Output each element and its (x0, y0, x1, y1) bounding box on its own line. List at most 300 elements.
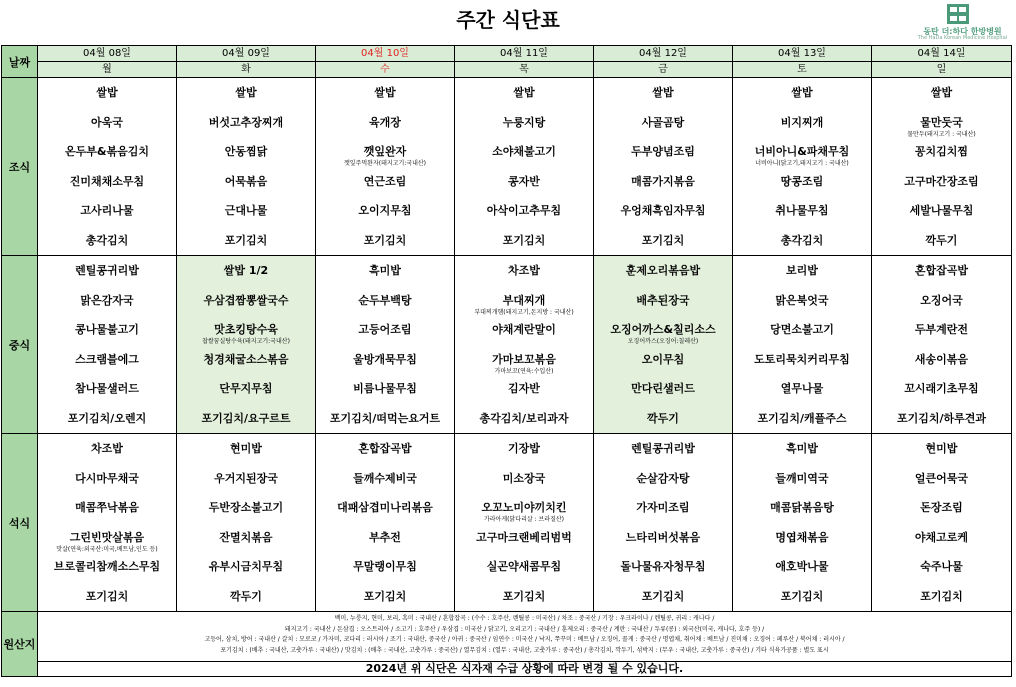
dinner-row (2, 434, 1012, 612)
menu-item (594, 78, 732, 108)
menu-item (455, 167, 593, 197)
menu-item (733, 374, 871, 404)
menu-item (872, 256, 1011, 286)
menu-item-name: 취나물무침 (775, 204, 829, 217)
menu-item (316, 523, 454, 553)
menu-item-name: 혼합잡곡밥 (914, 264, 969, 277)
menu-item (38, 464, 176, 494)
origin-label: 원산지 (2, 612, 38, 677)
menu-item-name: 우삼겹짬뽕쌀국수 (203, 293, 289, 307)
menu-item-name: 오징어까스&칠리소스 (610, 323, 716, 336)
menu-item (872, 108, 1011, 138)
logo-name: 동탄 더:하다 한방병원 (923, 27, 1002, 36)
menu-item (733, 137, 871, 167)
menu-item-name: 아욱국 (91, 115, 123, 129)
menu-item (455, 108, 593, 138)
menu-item-name: 포기김치 (780, 589, 824, 603)
breakfast-label: 조식 (2, 78, 38, 256)
menu-item-origin-note: 너비아니(닭고기,돼지고기 : 국내산) (755, 160, 849, 167)
lunch-menu-cell (38, 256, 177, 434)
menu-item-name: 고사리나물 (80, 204, 134, 217)
origin-line: 포기김치 : (배추 : 국내산, 고춧가루 : 국내산) / 맛김치 : (배추 : 국내산, 고춧가루 : 중국산) / 열무김치 : (열무 : 국내산, 고춧가루 : 중국산) / 총각김치, 깍두기, 섞박지 : (무우 : 국내산, 고춧가루 : 중국산) / 기타 식육가공품 : 별도 표시 (220, 646, 829, 654)
menu-item-name: 포기김치/오렌지 (67, 411, 147, 425)
menu-item-name: 미소장국 (502, 471, 546, 485)
menu-item (177, 374, 315, 404)
menu-item-name: 울방개묵무침 (353, 352, 417, 366)
menu-item (594, 315, 732, 345)
menu-item-name: 총각김치 (780, 233, 824, 247)
menu-item (872, 226, 1011, 256)
menu-item-name: 포기김치 (502, 233, 546, 247)
menu-item (733, 286, 871, 316)
lunch-menu-cell (594, 256, 733, 434)
menu-item-origin-note: 가마보꼬(연육:수입산) (494, 367, 554, 375)
menu-item-name: 쌀밥 (513, 86, 535, 99)
menu-item-name: 숙주나물 (920, 560, 963, 573)
menu-item-name: 오이지무침 (358, 204, 412, 217)
menu-item-origin-note: 물만두(돼지고기 : 국내산) (907, 130, 976, 138)
menu-item-name: 부대찌개 (502, 293, 546, 307)
menu-item (733, 404, 871, 434)
menu-item-name: 연근조림 (363, 174, 407, 188)
menu-item-name: 순두부백탕 (358, 293, 412, 307)
menu-item-name: 렌틸콩귀리밥 (631, 442, 695, 455)
menu-item-name: 렌틸콩귀리밥 (75, 264, 139, 277)
menu-item-name: 포기김치/하루견과 (896, 411, 987, 425)
menu-item (872, 78, 1011, 108)
lunch-menu-cell (872, 256, 1012, 434)
date-cell: 04월 14일 (872, 46, 1012, 62)
menu-item-name: 명엽채볶음 (775, 530, 829, 544)
origin-line: 돼지고기 : 국내산 / 돈삼겹 : 오스트리아 / 소고기 : 호주산 / 우삼겹 : 미국산 / 닭고기, 오리고기 : 국내산 / 훈제오리 : 중국산 / 계란 : 국내산 / 두류(콩) : 외국산(미국, 캐나다, 호주 등) / (284, 625, 765, 633)
menu-item (316, 374, 454, 404)
menu-item (455, 552, 593, 582)
menu-item-name: 고구마크랜베리범벅 (476, 530, 572, 544)
menu-item-origin-note: 찹쌀꿈실탕수육(돼지고기:국내산) (202, 338, 290, 345)
menu-item (733, 78, 871, 108)
menu-item (316, 315, 454, 345)
weekday-row (2, 62, 1012, 78)
weekday-cell: 일 (872, 62, 1012, 78)
menu-item (733, 315, 871, 345)
menu-item-name: 근대나물 (224, 204, 268, 217)
weekday-cell: 금 (594, 62, 733, 78)
menu-item (733, 256, 871, 286)
menu-item-name: 열무나물 (780, 382, 824, 395)
menu-item-origin-note: 맛살(연육:외국산:미국,베트남,인도 등) (56, 545, 158, 553)
menu-item-name: 배추된장국 (636, 293, 690, 307)
menu-item (594, 256, 732, 286)
menu-item (733, 523, 871, 553)
menu-item-name: 야채계란말이 (492, 323, 556, 336)
menu-item (455, 315, 593, 345)
menu-item-name: 쌀밥 (96, 86, 118, 99)
menu-item-name: 돈장조림 (920, 501, 963, 514)
menu-item-name: 우엉채흑임자무침 (620, 204, 706, 217)
menu-item-name: 두부양념조림 (631, 145, 695, 158)
menu-item-name: 현미밥 (925, 442, 958, 455)
lunch-menu-cell (177, 256, 316, 434)
menu-item (872, 345, 1011, 375)
menu-item-name: 쌀밥 (374, 86, 396, 99)
menu-item (455, 286, 593, 316)
menu-item (455, 78, 593, 108)
menu-item (177, 523, 315, 553)
menu-item-name: 포기김치 (641, 589, 685, 603)
menu-item-name: 애호박나물 (775, 560, 829, 573)
menu-item (38, 226, 176, 256)
menu-item (455, 256, 593, 286)
menu-item (177, 256, 315, 286)
menu-item (872, 493, 1011, 523)
breakfast-row (2, 78, 1012, 256)
menu-item (38, 345, 176, 375)
menu-item-name: 야채고로케 (914, 530, 969, 544)
menu-item-origin-note: 오징어까스(오징어:칠레산) (627, 338, 699, 345)
menu-item (594, 286, 732, 316)
menu-item-name: 얼큰어묵국 (914, 471, 969, 485)
origin-row (2, 612, 1012, 662)
menu-item-name: 혼합잡곡밥 (358, 442, 412, 455)
menu-item-name: 쌀밥 (235, 86, 257, 99)
menu-item (38, 167, 176, 197)
menu-item-name: 육개장 (369, 115, 401, 129)
menu-item (316, 582, 454, 612)
menu-item (872, 137, 1011, 167)
menu-item-name: 포기김치 (363, 589, 407, 603)
logo-subtitle: The HaDa Korean Medicine Hospital (917, 35, 1008, 41)
menu-item (733, 552, 871, 582)
menu-item-name: 아삭이고추무침 (486, 204, 562, 217)
menu-item (316, 493, 454, 523)
menu-item-name: 순살감자탕 (636, 471, 690, 485)
menu-item (594, 167, 732, 197)
menu-item (38, 493, 176, 523)
menu-item (594, 582, 732, 612)
menu-item-name: 포기김치 (502, 589, 546, 603)
menu-item (177, 493, 315, 523)
menu-item (594, 196, 732, 226)
menu-item-name: 물만둣국 (920, 115, 963, 129)
breakfast-menu-cell (455, 78, 594, 256)
menu-item-name: 소야채불고기 (492, 145, 556, 158)
menu-item (733, 345, 871, 375)
menu-item (594, 464, 732, 494)
menu-item-name: 그린빈맛살볶음 (69, 530, 145, 544)
menu-item (38, 108, 176, 138)
menu-item (733, 167, 871, 197)
menu-item (316, 256, 454, 286)
dinner-menu-cell (38, 434, 177, 612)
menu-item (316, 137, 454, 167)
menu-item-name: 포기김치 (85, 589, 129, 603)
menu-item-name: 온두부&볶음김치 (65, 145, 149, 158)
menu-item-name: 쌀밥 (930, 86, 953, 99)
menu-item (38, 582, 176, 612)
dinner-menu-cell (455, 434, 594, 612)
menu-item (177, 552, 315, 582)
menu-item (872, 315, 1011, 345)
menu-item (177, 108, 315, 138)
menu-item (177, 196, 315, 226)
menu-item (872, 286, 1011, 316)
menu-item (872, 523, 1011, 553)
menu-item (177, 78, 315, 108)
menu-item-name: 들깨수제비국 (353, 471, 417, 485)
menu-item (733, 464, 871, 494)
menu-item (316, 464, 454, 494)
menu-item-name: 사골곰탕 (641, 115, 685, 129)
menu-item (316, 434, 454, 464)
menu-item (594, 434, 732, 464)
menu-item (594, 404, 732, 434)
menu-item (316, 404, 454, 434)
menu-item-name: 깍두기 (925, 233, 958, 247)
menu-item (872, 167, 1011, 197)
weekly-menu-table (1, 45, 1012, 677)
menu-item (455, 137, 593, 167)
menu-item (38, 315, 176, 345)
menu-item (594, 345, 732, 375)
menu-item-name: 깍두기 (647, 411, 679, 425)
breakfast-menu-cell (594, 78, 733, 256)
menu-item (316, 108, 454, 138)
menu-item-name: 오꼬노미야끼치킨 (481, 501, 567, 514)
menu-item-name: 느타리버섯볶음 (625, 530, 701, 544)
origin-line: 고등어, 삼치, 방어 : 국내산 / 갈치 : 모로코 / 가자미, 코다리 : 러시아 / 조기 : 국내산, 중국산 / 아귀 : 중국산 / 임연수 : 미국산 / 낙지, 쭈꾸미 : 베트남 / 오징어, 꼴게 : 중국산 / 명엽채, 취어채 : 베트남 / 진미채 : 오징어 : 페루산 / 북어채 : 러시아 / (204, 636, 845, 643)
menu-item (455, 374, 593, 404)
menu-item (455, 464, 593, 494)
menu-item-name: 돌나물유자청무침 (620, 560, 706, 573)
breakfast-menu-cell (316, 78, 455, 256)
date-row (2, 46, 1012, 62)
menu-item-name: 차조밥 (91, 442, 123, 455)
menu-item (316, 196, 454, 226)
menu-item-name: 잔멸치볶음 (219, 530, 273, 544)
menu-item-name: 스크램블에그 (75, 352, 139, 366)
menu-item (594, 374, 732, 404)
menu-item (455, 434, 593, 464)
dinner-menu-cell (316, 434, 455, 612)
menu-item-name: 기장밥 (508, 442, 540, 455)
menu-item (38, 137, 176, 167)
menu-item-name: 가마보꼬볶음 (492, 352, 556, 366)
menu-item (38, 434, 176, 464)
origin-line: 백미, 누룽지, 현미, 보리, 흑미 : 국내산 / 혼합잡곡 : (수수 : 호주산, 렌틸콩 : 미국산) / 차조 : 중국산 / 기장 : 우크라이나 / 렌틸콩, 귀리 : 캐나다 / (334, 615, 715, 622)
menu-item (455, 196, 593, 226)
menu-item-name: 누룽지탕 (502, 115, 546, 129)
menu-item (872, 374, 1011, 404)
menu-item-name: 깍두기 (230, 589, 262, 603)
notice-row (2, 662, 1012, 677)
menu-item (316, 226, 454, 256)
menu-item-name: 쌀밥 1/2 (223, 264, 269, 277)
menu-item (177, 464, 315, 494)
menu-item-name: 매콤쭈낙볶음 (75, 501, 139, 514)
menu-item-origin-note: 부대찌개햄(돼지고기,돈지방 : 국내산) (474, 308, 574, 316)
menu-item-name: 우거지된장국 (214, 471, 278, 485)
menu-item-name: 청경채굴소스볶음 (203, 352, 289, 366)
menu-item (38, 404, 176, 434)
menu-item-name: 무말랭이무침 (353, 560, 417, 573)
menu-item (594, 137, 732, 167)
menu-item-name: 두부계란전 (914, 323, 969, 336)
menu-item (316, 286, 454, 316)
menu-item-name: 진미채채소무침 (69, 174, 145, 188)
menu-item (316, 345, 454, 375)
weekday-cell: 목 (455, 62, 594, 78)
menu-item (177, 404, 315, 434)
menu-item (316, 78, 454, 108)
menu-item-origin-note: 깻잎주먹완자(돼지고기:국내산) (343, 160, 427, 167)
menu-item-name: 고구마간장조림 (904, 174, 979, 188)
menu-item-name: 당면소불고기 (770, 323, 834, 336)
menu-item-name: 도토리묵치커리무침 (754, 352, 850, 366)
menu-item (177, 315, 315, 345)
menu-item (455, 345, 593, 375)
hospital-logo-icon (947, 4, 969, 24)
menu-item (455, 404, 593, 434)
menu-item (455, 226, 593, 256)
menu-item-name: 꽁치김치찜 (914, 145, 969, 158)
menu-item-name: 훈제오리볶음밥 (625, 264, 701, 277)
menu-item-name: 깻잎완자 (363, 145, 407, 158)
menu-item (733, 434, 871, 464)
menu-item (594, 108, 732, 138)
menu-item (455, 523, 593, 553)
menu-item-name: 매콤가지볶음 (631, 174, 695, 188)
menu-item-name: 고등어조림 (358, 323, 412, 336)
menu-item-name: 새송이볶음 (914, 352, 969, 366)
menu-item (177, 167, 315, 197)
menu-item-name: 흑미밥 (369, 264, 401, 277)
dinner-menu-cell (177, 434, 316, 612)
menu-item (38, 196, 176, 226)
hospital-logo (915, 4, 1010, 40)
menu-item-name: 비름나물무침 (353, 382, 417, 395)
breakfast-menu-cell (38, 78, 177, 256)
weekday-cell: 월 (38, 62, 177, 78)
dinner-label: 석식 (2, 434, 38, 612)
menu-item (177, 434, 315, 464)
menu-item-name: 참나물샐러드 (75, 382, 139, 395)
menu-item-name: 들깨미역국 (775, 471, 829, 485)
menu-item (733, 108, 871, 138)
menu-item-name: 부추전 (369, 530, 401, 544)
menu-item (455, 493, 593, 523)
lunch-menu-cell (316, 256, 455, 434)
menu-item (316, 552, 454, 582)
page-title: 주간 식단표 (456, 8, 560, 32)
menu-item-name: 콩자반 (508, 174, 540, 188)
menu-item (733, 226, 871, 256)
menu-item (872, 404, 1011, 434)
menu-item-name: 땅콩조림 (780, 174, 824, 188)
menu-item-name: 포기김치/떠먹는요거트 (329, 411, 441, 425)
menu-item (177, 582, 315, 612)
menu-item (177, 137, 315, 167)
menu-item (594, 226, 732, 256)
lunch-menu-cell (455, 256, 594, 434)
weekday-cell: 화 (177, 62, 316, 78)
breakfast-menu-cell (733, 78, 872, 256)
menu-item-name: 콩나물불고기 (75, 323, 139, 336)
menu-item (38, 374, 176, 404)
origin-info (38, 612, 1012, 662)
menu-item-name: 쌀밥 (652, 86, 674, 99)
menu-item (594, 523, 732, 553)
dinner-menu-cell (872, 434, 1012, 612)
menu-item-name: 현미밥 (230, 442, 262, 455)
menu-item-name: 맑은북엇국 (775, 293, 829, 307)
menu-item-name: 버섯고추장찌개 (208, 115, 284, 129)
menu-item-name: 오이무침 (641, 352, 685, 366)
menu-item-name: 맑은감자국 (80, 293, 134, 307)
menu-item-name: 포기김치 (363, 233, 407, 247)
menu-item-name: 유부시금치무침 (208, 560, 284, 573)
menu-item (38, 78, 176, 108)
dinner-menu-cell (733, 434, 872, 612)
date-cell: 04월 08일 (38, 46, 177, 62)
menu-item-name: 포기김치/요구르트 (201, 411, 291, 425)
menu-item-name: 포기김치 (920, 589, 963, 603)
menu-item-name: 어묵볶음 (224, 174, 268, 188)
menu-item (872, 196, 1011, 226)
menu-item (733, 493, 871, 523)
menu-item-name: 총각김치/보리과자 (479, 411, 569, 425)
menu-item-name: 보리밥 (786, 264, 818, 277)
menu-item (733, 582, 871, 612)
menu-item-name: 대패삼겹미나리볶음 (337, 501, 433, 514)
menu-item (872, 434, 1011, 464)
dinner-menu-cell (594, 434, 733, 612)
menu-item (177, 286, 315, 316)
menu-item-name: 안동찜닭 (224, 145, 268, 158)
menu-item-name: 포기김치 (224, 233, 268, 247)
menu-item-name: 다시마무채국 (75, 471, 139, 485)
date-cell: 04월 11일 (455, 46, 594, 62)
menu-item (177, 345, 315, 375)
menu-item-name: 흑미밥 (786, 442, 818, 455)
menu-item (177, 226, 315, 256)
menu-item (455, 582, 593, 612)
breakfast-menu-cell (177, 78, 316, 256)
breakfast-menu-cell (872, 78, 1012, 256)
weekday-cell: 토 (733, 62, 872, 78)
menu-item-name: 맛초킹탕수육 (214, 323, 278, 336)
menu-item-name: 차조밥 (508, 264, 540, 277)
lunch-label: 중식 (2, 256, 38, 434)
menu-item-name: 두반장소불고기 (208, 501, 284, 514)
menu-item-name: 브로콜리참깨소스무침 (53, 560, 161, 573)
menu-item-name: 오징어국 (920, 293, 963, 307)
menu-item (733, 196, 871, 226)
menu-item-name: 쌀밥 (791, 86, 813, 99)
menu-item (38, 523, 176, 553)
menu-item (594, 552, 732, 582)
menu-item-name: 매콤닭볶음탕 (770, 501, 834, 514)
menu-item-name: 단무지무침 (219, 382, 273, 395)
date-cell: 04월 13일 (733, 46, 872, 62)
menu-item (316, 167, 454, 197)
menu-item (594, 493, 732, 523)
menu-item (872, 552, 1011, 582)
date-cell: 04월 09일 (177, 46, 316, 62)
menu-item-name: 포기김치 (641, 233, 685, 247)
menu-item-name: 실곤약새콤무침 (486, 560, 562, 573)
menu-item-name: 너비아니&파채무침 (754, 145, 850, 158)
date-label: 날짜 (2, 46, 38, 78)
